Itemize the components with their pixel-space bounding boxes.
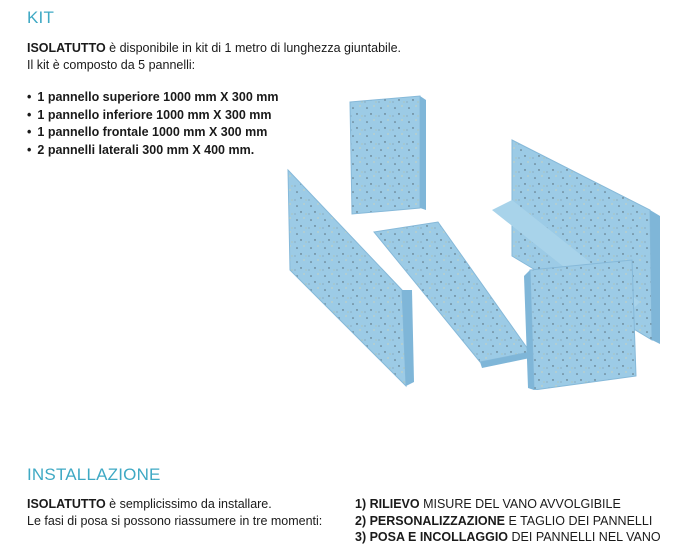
step-label: 2) PERSONALIZZAZIONE [355,513,506,528]
kit-intro-line2: Il kit è composto da 5 pannelli: [27,58,196,72]
step-label: 3) POSA E INCOLLAGGIO [355,530,509,544]
step-text: E TAGLIO DEI PANNELLI [505,513,653,528]
kit-brand: ISOLATUTTO [27,41,106,55]
installazione-steps [355,496,661,546]
step-item [355,529,661,546]
step-label: 1) RILIEVO [355,497,420,511]
kit-item-list [27,89,278,159]
kit-item: • 1 pannello inferiore 1000 mm X 300 mm [27,107,278,125]
installazione-intro [27,496,322,530]
installazione-heading: INSTALLAZIONE [27,465,161,484]
step-text: DEI PANNELLI NEL VANO [508,530,661,544]
side-panel-front [524,260,636,390]
kit-heading: KIT [27,8,55,27]
step-text: MISURE DEL VANO AVVOLGIBILE [419,497,621,511]
kit-item: • 1 pannello superiore 1000 mm X 300 mm [27,89,278,107]
step-item [355,513,661,530]
installazione-intro-line2: Le fasi di posa si possono riassumere in tre momenti: [27,514,323,528]
step-item [355,496,661,513]
installazione-intro-text: è semplicissimo da installare. [105,497,272,511]
kit-intro [27,40,401,74]
panels-product-image [280,90,680,390]
kit-item: • 1 pannello frontale 1000 mm X 300 mm [27,124,278,142]
installazione-brand: ISOLATUTTO [27,497,106,511]
kit-intro-text: è disponibile in kit di 1 metro di lunghezza giuntabile. [105,41,402,55]
side-panel-back [350,96,426,214]
kit-item: • 2 pannelli laterali 300 mm X 400 mm. [27,142,278,160]
